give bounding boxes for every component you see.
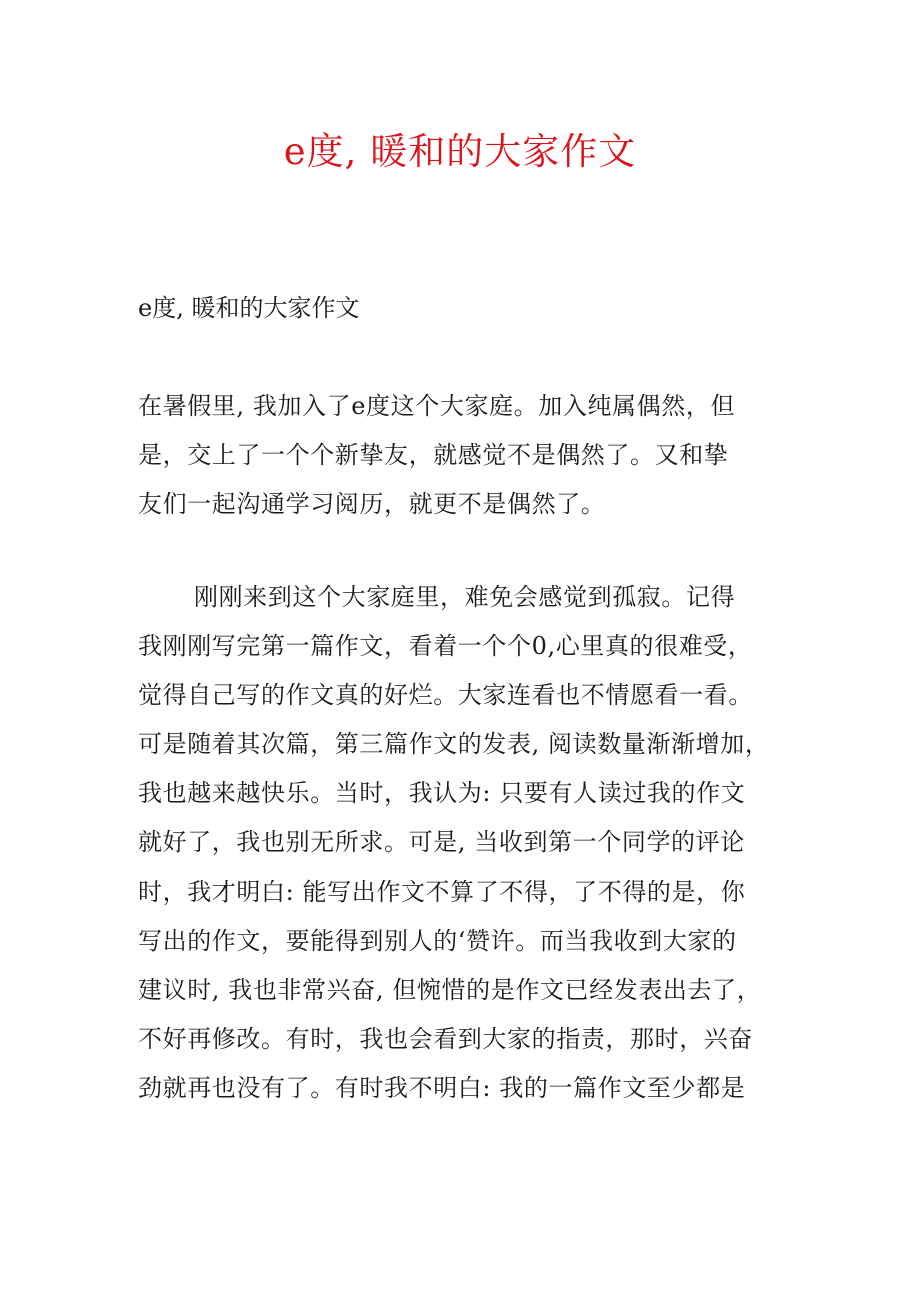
paragraph-line: 写出的作文，要能得到别人的‘赞许。而当我收到大家的 — [138, 926, 737, 955]
paragraph-line: 就好了，我也别无所求。可是, 当收到第一个同学的评论 — [138, 828, 745, 857]
paragraph-line: 建议时, 我也非常兴奋, 但惋惜的是作文已经发表出去了， — [138, 975, 762, 1004]
paragraph-line: 在暑假里, 我加入了e度这个大家庭。加入纯属偶然，但 — [138, 392, 736, 420]
paragraph-1 — [138, 382, 788, 529]
paragraph-line: 不好再修改。有时，我也会看到大家的指责，那时，兴奋 — [138, 1024, 753, 1053]
paragraph-line: 我也越来越快乐。当时，我认为: 只要有人读过我的作文 — [138, 779, 746, 808]
document-title: e度, 暖和的大家作文 — [283, 130, 637, 173]
paragraph-line: 友们一起沟通学习阅历，就更不是偶然了。 — [138, 490, 606, 519]
paragraph-line: 时，我才明白: 能写出作文不算了不得，了不得的是，你 — [138, 877, 746, 906]
paragraph-line: 可是随着其次篇，第三篇作文的发表, 阅读数量渐渐增加， — [138, 730, 770, 759]
paragraph-line: 我刚刚写完第一篇作文，看着一个个0,心里真的很难受， — [138, 632, 753, 661]
paragraph-line: 觉得自己写的作文真的好烂。大家连看也不情愿看一看。 — [138, 681, 753, 710]
paragraph-line: 是，交上了一个个新挚友，就感觉不是偶然了。又和挚 — [138, 441, 729, 470]
paragraph-line: 刚刚来到这个大家庭里，难免会感觉到孤寂。记得 — [194, 583, 736, 611]
paragraph-line: 劲就再也没有了。有时我不明白: 我的一篇作文至少都是 — [138, 1073, 746, 1102]
paragraph-2 — [138, 573, 788, 1113]
document-subtitle: e度, 暖和的大家作文 — [138, 294, 360, 322]
